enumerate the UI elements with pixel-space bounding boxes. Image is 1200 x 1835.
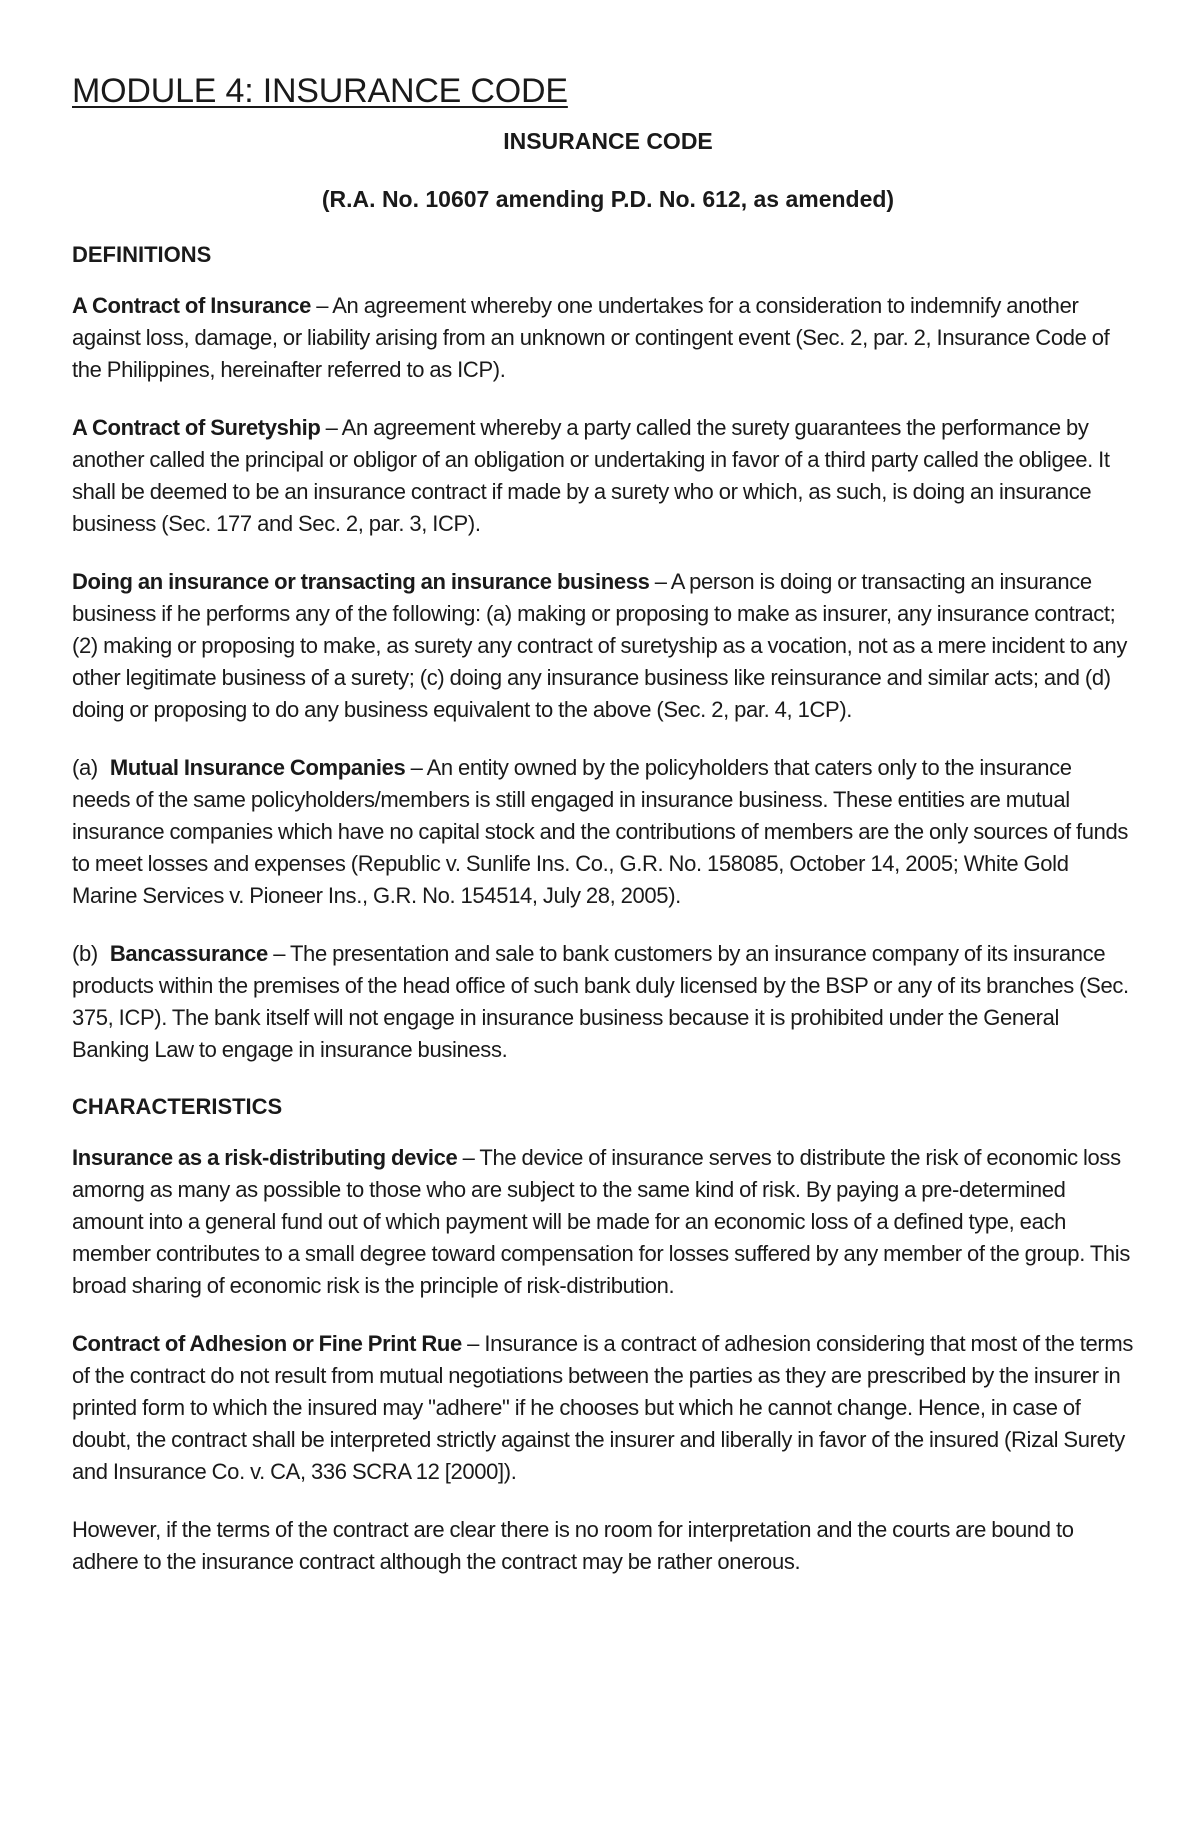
definition-term: A Contract of Suretyship [72, 415, 321, 440]
definition-text: A person is doing or transacting an insurance business if he performs any of the following: (a) making or proposing to make as insurer, any insurance contract; (2) making or proposing to make, as surety any contract of suretyship as a vocation, not as a mere incident to any other legitimate business of a surety; (c) doing any insurance business like reinsurance and similar acts; and (d) doing or proposing to do any business equivalent to the above (Sec. 2, par. 4, 1CP). [72, 569, 1128, 722]
definitions-heading: DEFINITIONS [72, 242, 212, 267]
definition-text: An agreement whereby a party called the surety guarantees the performance by another called the principal or obligor of an obligation or undertaking in favor of a third party called the obligee. It shall be deemed to be an insurance contract if made by a surety who or which, as such, is doing an insurance business (Sec. 177 and Sec. 2, par. 3, ICP). [72, 415, 1110, 536]
item-label: (b) [72, 941, 98, 966]
characteristic-paragraph [72, 1142, 1134, 1302]
definition-text: An entity owned by the policyholders that caters only to the insurance needs of the same policyholders/members is still engaged in insurance business. These entities are mutual insurance companies which have no capital stock and the contributions of members are the only sources of funds to meet losses and expenses (Republic v. Sunlife Ins. Co., G.R. No. 158085, October 14, 2005; White Gold Marine Services v. Pioneer Ins., G.R. No. 154514, July 28, 2005). [72, 755, 1129, 908]
definition-term: Bancassurance [109, 941, 268, 966]
characteristic-paragraph [72, 1328, 1134, 1488]
definition-paragraph [72, 752, 1134, 912]
definition-paragraph [72, 412, 1134, 540]
module-title: MODULE 4: INSURANCE CODE [72, 72, 568, 110]
dash-separator: – [649, 569, 671, 594]
definition-term: Mutual Insurance Companies [109, 755, 406, 780]
definition-term: A Contract of Insurance [72, 293, 312, 318]
document-page [72, 70, 1134, 1604]
document-subheading: (R.A. No. 10607 amending P.D. No. 612, as amended) [321, 186, 895, 212]
dash-separator: – [267, 941, 290, 966]
characteristic-term: Insurance as a risk-distributing device [72, 1145, 458, 1170]
characteristic-text: However, if the terms of the contract are clear there is no room for interpretation and the courts are bound to adhere to the insurance contract although the contract may be rather onerous. [72, 1517, 1074, 1574]
dash-separator: – [320, 415, 342, 440]
definition-paragraph [72, 566, 1134, 726]
document-heading: INSURANCE CODE [503, 128, 713, 154]
characteristic-text: Insurance is a contract of adhesion considering that most of the terms of the contract do not result from mutual negotiations between the parties as they are prescribed by the insurer in printed form to which the insured may "adhere" if he chooses but which he cannot change. Hence, in case of doubt, the contract shall be interpreted strictly against the insurer and liberally in favor of the insured (Rizal Surety and Insurance Co. v. CA, 336 SCRA 12 [2000]). [72, 1331, 1134, 1484]
dash-separator: – [405, 755, 427, 780]
definition-text: An agreement whereby one undertakes for a consideration to indemnify another against loss, damage, or liability arising from an unknown or contingent event (Sec. 2, par. 2, Insurance Code of the Philippines, hereinafter referred to as ICP). [72, 293, 1110, 382]
definition-paragraph [72, 938, 1134, 1066]
definition-paragraph [72, 290, 1134, 386]
definition-text: The presentation and sale to bank customers by an insurance company of its insurance products within the premises of the head office of such bank duly licensed by the BSP or any of its branches (Sec. 375, ICP). The bank itself will not engage in insurance business because it is prohibited under the General Banking Law to engage in insurance business. [72, 941, 1129, 1062]
characteristic-text: The device of insurance serves to distribute the risk of economic loss amorng as many as possible to those who are subject to the same kind of risk. By paying a pre-determined amount into a general fund out of which payment will be made for an economic loss of a defined type, each member contributes to a small degree toward compensation for losses suffered by any member of the group. This broad sharing of economic risk is the principle of risk-distribution. [72, 1145, 1130, 1298]
definition-term: Doing an insurance or transacting an insurance business [72, 569, 650, 594]
dash-separator: – [311, 293, 333, 318]
characteristic-paragraph [72, 1514, 1134, 1578]
dash-separator: – [457, 1145, 480, 1170]
characteristics-heading: CHARACTERISTICS [72, 1094, 283, 1119]
dash-separator: – [461, 1331, 485, 1356]
characteristic-term: Contract of Adhesion or Fine Print Rue [72, 1331, 462, 1356]
item-label: (a) [72, 755, 98, 780]
